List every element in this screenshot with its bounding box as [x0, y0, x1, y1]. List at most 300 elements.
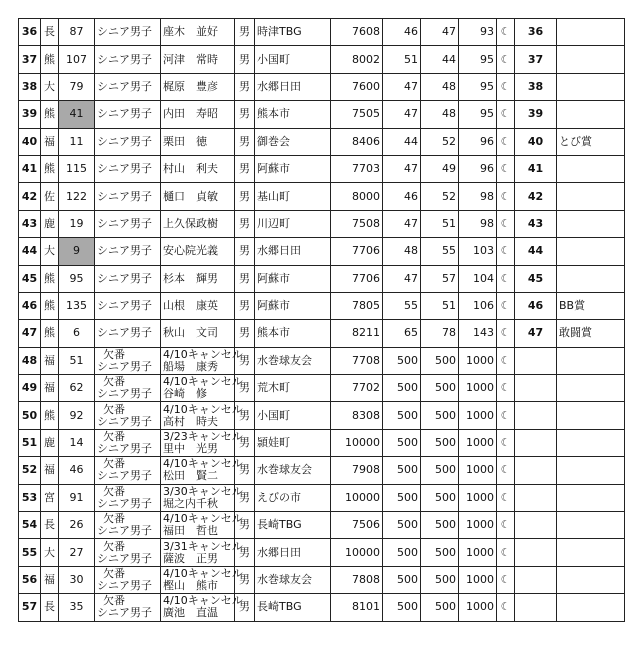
total-score: 1000: [459, 539, 497, 566]
total-score: 1000: [459, 347, 497, 374]
check-mark: ☾: [497, 594, 515, 621]
place: 40: [515, 128, 557, 155]
total-score: 95: [459, 101, 497, 128]
total-score: 106: [459, 292, 497, 319]
check-mark: ☾: [497, 566, 515, 593]
club: 阿蘇市: [255, 265, 331, 292]
handicap: 8308: [331, 402, 383, 429]
player-name: 山根 康英: [161, 292, 235, 319]
check-mark: ☾: [497, 292, 515, 319]
score-2: 500: [421, 347, 459, 374]
check-mark: ☾: [497, 539, 515, 566]
handicap: 7600: [331, 73, 383, 100]
total-score: 96: [459, 155, 497, 182]
prize: [557, 183, 625, 210]
prefecture: 大: [41, 539, 59, 566]
score-1: 500: [383, 429, 421, 456]
handicap: 8406: [331, 128, 383, 155]
category: シニア男子: [95, 128, 161, 155]
row-number: 49: [19, 375, 41, 402]
score-1: 500: [383, 484, 421, 511]
absent-label: 欠番: [103, 430, 125, 444]
prize: [557, 457, 625, 484]
score-1: 65: [383, 320, 421, 347]
check-mark: ☾: [497, 155, 515, 182]
absent-label: 欠番: [103, 512, 125, 526]
place: 37: [515, 46, 557, 73]
handicap: 7706: [331, 238, 383, 265]
table-row: [19, 238, 625, 265]
score-2: 500: [421, 539, 459, 566]
prefecture: 長: [41, 594, 59, 621]
category: シニア男子: [95, 183, 161, 210]
score-2: 49: [421, 155, 459, 182]
gender: 男: [235, 183, 255, 210]
gender: 男: [235, 210, 255, 237]
club: 小国町: [255, 46, 331, 73]
prefecture: 熊: [41, 320, 59, 347]
prefecture: 大: [41, 238, 59, 265]
total-score: 103: [459, 238, 497, 265]
row-number: 42: [19, 183, 41, 210]
category: シニア男子: [95, 19, 161, 46]
cancel-status: 4/10キャンセル: [163, 567, 243, 580]
gender: 男: [235, 484, 255, 511]
score-1: 500: [383, 539, 421, 566]
club: 阿蘇市: [255, 292, 331, 319]
place: [515, 375, 557, 402]
gender: 男: [235, 155, 255, 182]
category-label: シニア男子: [97, 606, 152, 620]
player-name-label: 福田 哲也: [163, 524, 218, 538]
row-number: 43: [19, 210, 41, 237]
gender: 男: [235, 128, 255, 155]
prize: [557, 101, 625, 128]
handicap: 7808: [331, 566, 383, 593]
check-mark: ☾: [497, 347, 515, 374]
prefecture: 福: [41, 566, 59, 593]
table-row: [19, 128, 625, 155]
prize: [557, 19, 625, 46]
absent-label: 欠番: [103, 567, 125, 580]
prize: [557, 238, 625, 265]
player-name: [161, 594, 243, 621]
club: 熊本市: [255, 320, 331, 347]
club: 熊本市: [255, 101, 331, 128]
score-1: 48: [383, 238, 421, 265]
club: 水巻球友会: [255, 347, 331, 374]
row-number: 40: [19, 128, 41, 155]
total-score: 1000: [459, 484, 497, 511]
club: 水巻球友会: [255, 457, 331, 484]
score-1: 55: [383, 292, 421, 319]
check-mark: ☾: [497, 73, 515, 100]
absent-label: 欠番: [103, 402, 125, 416]
category: シニア男子: [95, 238, 161, 265]
score-2: 78: [421, 320, 459, 347]
entry-number: 35: [59, 594, 95, 621]
row-number: 36: [19, 19, 41, 46]
place: 45: [515, 265, 557, 292]
gender: 男: [235, 19, 255, 46]
club: 頴娃町: [255, 429, 331, 456]
place: [515, 594, 557, 621]
check-mark: ☾: [497, 512, 515, 539]
score-2: 500: [421, 402, 459, 429]
player-name: [161, 566, 243, 593]
player-name: [161, 484, 243, 511]
category: [95, 566, 161, 593]
club: 御巻会: [255, 128, 331, 155]
total-score: 96: [459, 128, 497, 155]
gender: 男: [235, 594, 255, 621]
player-name: [161, 512, 243, 539]
place: 47: [515, 320, 557, 347]
prize: [557, 566, 625, 593]
gender: 男: [235, 457, 255, 484]
place: 41: [515, 155, 557, 182]
row-number: 56: [19, 566, 41, 593]
score-1: 500: [383, 375, 421, 402]
player-name-label: 高村 時夫: [163, 414, 218, 428]
table-row: [19, 539, 625, 566]
player-name-label: 船場 康秀: [163, 359, 218, 373]
table-row: [19, 265, 625, 292]
handicap: 10000: [331, 539, 383, 566]
check-mark: ☾: [497, 375, 515, 402]
category: [95, 375, 161, 402]
score-2: 500: [421, 566, 459, 593]
player-name-label: 里中 光男: [163, 442, 218, 456]
entry-number: 79: [59, 73, 95, 100]
row-number: 44: [19, 238, 41, 265]
prize: BB賞: [557, 292, 625, 319]
gender: 男: [235, 429, 255, 456]
prefecture: 福: [41, 347, 59, 374]
score-1: 47: [383, 101, 421, 128]
category: [95, 512, 161, 539]
prize: [557, 46, 625, 73]
score-1: 46: [383, 19, 421, 46]
prefecture: 佐: [41, 183, 59, 210]
club: 小国町: [255, 402, 331, 429]
gender: 男: [235, 402, 255, 429]
score-2: 51: [421, 210, 459, 237]
prefecture: 熊: [41, 155, 59, 182]
place: [515, 566, 557, 593]
cancel-status: 3/23キャンセル: [163, 430, 243, 444]
check-mark: ☾: [497, 128, 515, 155]
absent-label: 欠番: [103, 375, 125, 389]
entry-number: 26: [59, 512, 95, 539]
category-label: シニア男子: [97, 496, 152, 510]
prefecture: 福: [41, 457, 59, 484]
entry-number: 11: [59, 128, 95, 155]
category: シニア男子: [95, 210, 161, 237]
category: [95, 429, 161, 456]
gender: 男: [235, 46, 255, 73]
club: 荒木町: [255, 375, 331, 402]
cancel-status: 3/30キャンセル: [163, 484, 243, 498]
entry-number: 9: [59, 238, 95, 265]
gender: 男: [235, 101, 255, 128]
row-number: 51: [19, 429, 41, 456]
prefecture: 熊: [41, 265, 59, 292]
handicap: 7805: [331, 292, 383, 319]
player-name: 上久保政樹: [161, 210, 235, 237]
category: シニア男子: [95, 101, 161, 128]
player-name-label: 薩波 正男: [163, 551, 218, 565]
place: 43: [515, 210, 557, 237]
entry-number: 87: [59, 19, 95, 46]
gender: 男: [235, 512, 255, 539]
prize: 敢闘賞: [557, 320, 625, 347]
player-name: 安心院光義: [161, 238, 235, 265]
player-name-label: 堀之内千秋: [163, 496, 218, 510]
score-1: 47: [383, 155, 421, 182]
score-2: 57: [421, 265, 459, 292]
table-row: [19, 457, 625, 484]
category-label: シニア男子: [97, 414, 152, 428]
player-name: [161, 402, 243, 429]
score-1: 51: [383, 46, 421, 73]
total-score: 93: [459, 19, 497, 46]
handicap: 7506: [331, 512, 383, 539]
row-number: 45: [19, 265, 41, 292]
handicap: 8000: [331, 183, 383, 210]
prefecture: 大: [41, 73, 59, 100]
category-label: シニア男子: [97, 551, 152, 565]
row-number: 52: [19, 457, 41, 484]
player-name-label: 樫山 熊市: [163, 579, 218, 592]
club: 長崎TBG: [255, 594, 331, 621]
score-1: 500: [383, 457, 421, 484]
gender: 男: [235, 347, 255, 374]
handicap: 8101: [331, 594, 383, 621]
category-label: シニア男子: [97, 359, 152, 373]
table-row: [19, 19, 625, 46]
score-2: 47: [421, 19, 459, 46]
prefecture: 長: [41, 512, 59, 539]
gender: 男: [235, 73, 255, 100]
row-number: 39: [19, 101, 41, 128]
place: 39: [515, 101, 557, 128]
gender: 男: [235, 292, 255, 319]
prefecture: 長: [41, 19, 59, 46]
category-label: シニア男子: [97, 524, 152, 538]
check-mark: ☾: [497, 101, 515, 128]
score-1: 44: [383, 128, 421, 155]
player-name: 内田 寿昭: [161, 101, 235, 128]
table-row: [19, 402, 625, 429]
row-number: 38: [19, 73, 41, 100]
score-2: 52: [421, 183, 459, 210]
place: [515, 429, 557, 456]
club: 基山町: [255, 183, 331, 210]
table-row: [19, 594, 625, 621]
check-mark: ☾: [497, 320, 515, 347]
entry-number: 14: [59, 429, 95, 456]
entry-number: 95: [59, 265, 95, 292]
score-2: 52: [421, 128, 459, 155]
player-name: 秋山 文司: [161, 320, 235, 347]
prefecture: 鹿: [41, 429, 59, 456]
handicap: 7908: [331, 457, 383, 484]
score-2: 500: [421, 512, 459, 539]
place: [515, 402, 557, 429]
total-score: 104: [459, 265, 497, 292]
prize: [557, 347, 625, 374]
check-mark: ☾: [497, 265, 515, 292]
entry-number: 19: [59, 210, 95, 237]
check-mark: ☾: [497, 183, 515, 210]
place: 36: [515, 19, 557, 46]
absent-label: 欠番: [103, 457, 125, 471]
gender: 男: [235, 375, 255, 402]
total-score: 1000: [459, 375, 497, 402]
entry-number: 122: [59, 183, 95, 210]
absent-label: 欠番: [103, 347, 125, 361]
entry-number: 41: [59, 101, 95, 128]
cancel-status: 4/10キャンセル: [163, 375, 243, 389]
entry-number: 91: [59, 484, 95, 511]
club: 水巻球友会: [255, 566, 331, 593]
check-mark: ☾: [497, 429, 515, 456]
score-1: 500: [383, 566, 421, 593]
gender: 男: [235, 566, 255, 593]
score-1: 500: [383, 594, 421, 621]
table-row: [19, 292, 625, 319]
handicap: 8002: [331, 46, 383, 73]
entry-number: 51: [59, 347, 95, 374]
entry-number: 6: [59, 320, 95, 347]
player-name: 樋口 貞敏: [161, 183, 235, 210]
place: [515, 484, 557, 511]
results-table: [18, 18, 625, 622]
prize: [557, 402, 625, 429]
cancel-status: 4/10キャンセル: [163, 594, 243, 608]
category: シニア男子: [95, 292, 161, 319]
total-score: 95: [459, 73, 497, 100]
score-2: 51: [421, 292, 459, 319]
gender: 男: [235, 238, 255, 265]
category: シニア男子: [95, 155, 161, 182]
handicap: 7608: [331, 19, 383, 46]
check-mark: ☾: [497, 238, 515, 265]
place: 42: [515, 183, 557, 210]
category-label: シニア男子: [97, 442, 152, 456]
category-label: シニア男子: [97, 579, 152, 592]
row-number: 53: [19, 484, 41, 511]
handicap: 7706: [331, 265, 383, 292]
handicap: 7703: [331, 155, 383, 182]
prize: [557, 594, 625, 621]
prefecture: 熊: [41, 402, 59, 429]
category: [95, 457, 161, 484]
category: [95, 539, 161, 566]
player-name: 座木 並好: [161, 19, 235, 46]
club: 時津TBG: [255, 19, 331, 46]
club: 阿蘇市: [255, 155, 331, 182]
prize: [557, 512, 625, 539]
prefecture: 福: [41, 128, 59, 155]
place: 38: [515, 73, 557, 100]
category: シニア男子: [95, 265, 161, 292]
row-number: 48: [19, 347, 41, 374]
club: 長崎TBG: [255, 512, 331, 539]
score-1: 500: [383, 402, 421, 429]
table-row: [19, 347, 625, 374]
club: 水郷日田: [255, 73, 331, 100]
gender: 男: [235, 320, 255, 347]
total-score: 1000: [459, 429, 497, 456]
table-row: [19, 101, 625, 128]
player-name: [161, 457, 243, 484]
score-1: 47: [383, 73, 421, 100]
place: [515, 512, 557, 539]
prize: [557, 539, 625, 566]
cancel-status: 3/31キャンセル: [163, 539, 243, 553]
score-2: 48: [421, 73, 459, 100]
score-2: 500: [421, 594, 459, 621]
place: [515, 457, 557, 484]
score-2: 500: [421, 457, 459, 484]
entry-number: 62: [59, 375, 95, 402]
club: 川辺町: [255, 210, 331, 237]
score-1: 500: [383, 512, 421, 539]
player-name: 梶原 豊彦: [161, 73, 235, 100]
total-score: 1000: [459, 566, 497, 593]
prize: [557, 375, 625, 402]
cancel-status: 4/10キャンセル: [163, 512, 243, 526]
table-row: [19, 210, 625, 237]
check-mark: ☾: [497, 484, 515, 511]
check-mark: ☾: [497, 46, 515, 73]
prize: [557, 155, 625, 182]
club: 水郷日田: [255, 238, 331, 265]
total-score: 98: [459, 210, 497, 237]
table-row: [19, 512, 625, 539]
club: 水郷日田: [255, 539, 331, 566]
table-row: [19, 183, 625, 210]
score-2: 55: [421, 238, 459, 265]
row-number: 50: [19, 402, 41, 429]
gender: 男: [235, 539, 255, 566]
row-number: 57: [19, 594, 41, 621]
club: えびの市: [255, 484, 331, 511]
prize: [557, 429, 625, 456]
player-name-label: 廣池 直温: [163, 606, 218, 620]
score-1: 47: [383, 265, 421, 292]
entry-number: 27: [59, 539, 95, 566]
score-1: 500: [383, 347, 421, 374]
entry-number: 92: [59, 402, 95, 429]
table-row: [19, 429, 625, 456]
handicap: 7708: [331, 347, 383, 374]
category: [95, 347, 161, 374]
total-score: 1000: [459, 512, 497, 539]
score-2: 500: [421, 375, 459, 402]
player-name: 河津 常時: [161, 46, 235, 73]
check-mark: ☾: [497, 210, 515, 237]
absent-label: 欠番: [103, 539, 125, 553]
total-score: 98: [459, 183, 497, 210]
entry-number: 135: [59, 292, 95, 319]
player-name: [161, 347, 243, 374]
entry-number: 115: [59, 155, 95, 182]
handicap: 10000: [331, 484, 383, 511]
total-score: 143: [459, 320, 497, 347]
